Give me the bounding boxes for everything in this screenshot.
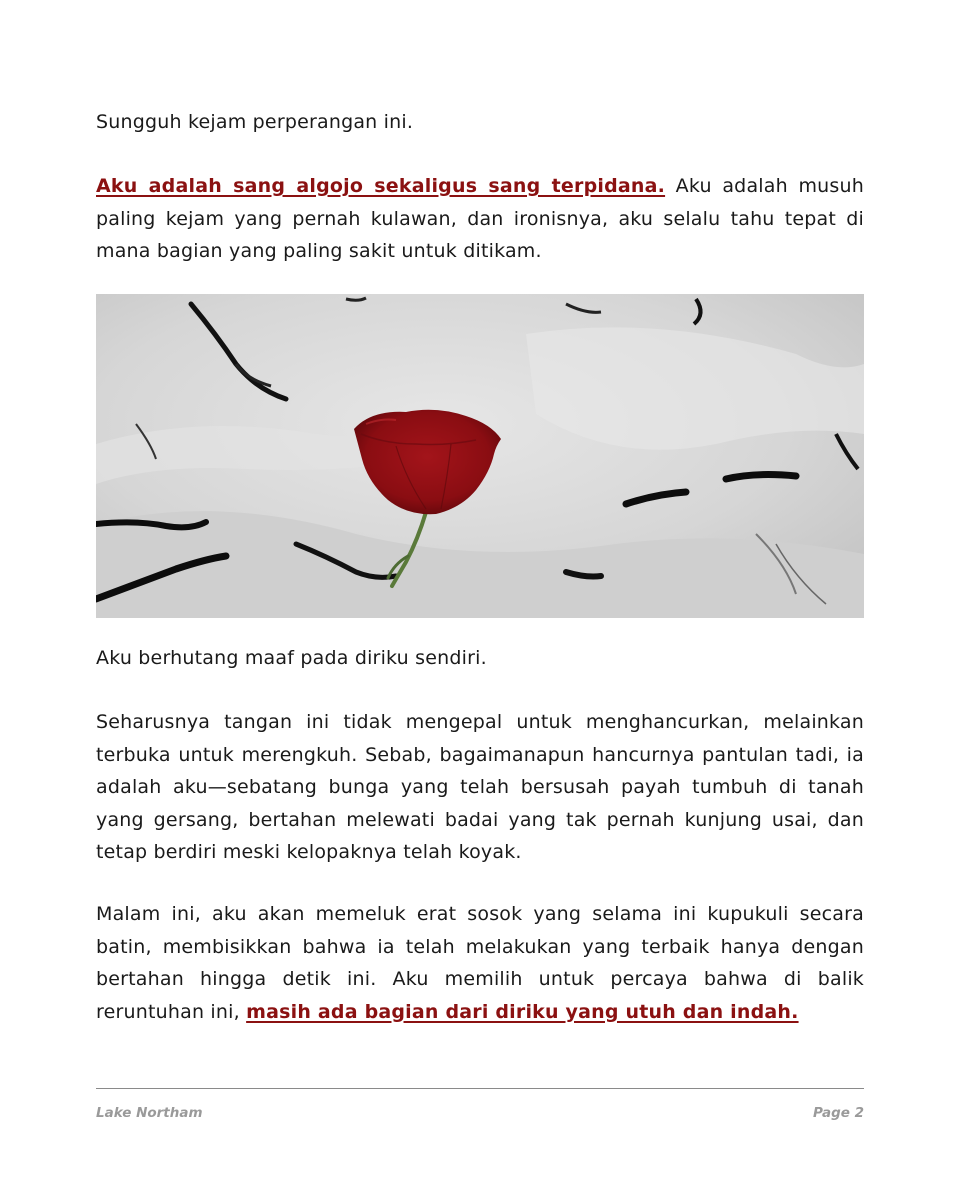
footer-author: Lake Northam: [96, 1105, 203, 1121]
paragraph-2: [96, 170, 864, 268]
paragraph-2-text: Aku adalah musuh paling kejam yang pernah kulawan, dan ironisnya, aku selalu tahu tepat di mana bagian yang paling sakit untuk ditikam.: [96, 175, 864, 262]
footer-divider: [96, 1088, 864, 1089]
document-page: [96, 0, 864, 1200]
paragraph-4-text: Seharusnya tangan ini tidak mengepal untuk menghancurkan, melainkan terbuka untuk merengkuh. Sebab, bagaimanapun hancurnya pantulan tadi, ia adalah aku—sebatang bunga yang telah bersusah payah tumbuh di tanah yang gersang, bertahan melewati badai yang tak pernah kunjung usai, dan tetap berdiri meski kelopaknya telah koyak.: [96, 711, 864, 863]
paragraph-3: [96, 642, 864, 675]
footer-page-number: Page 2: [812, 1105, 864, 1121]
paragraph-5-text: Malam ini, aku akan memeluk erat sosok yang selama ini kupukuli secara batin, membisikkan bahwa ia telah melakukan yang terbaik hanya dengan bertahan hingga detik ini. Aku memilih untuk percaya bahwa di balik reruntuhan ini,: [96, 903, 864, 1023]
paragraph-4: [96, 706, 864, 869]
paragraph-5: [96, 898, 864, 1028]
poppy-photo: [96, 294, 864, 618]
highlight-link-2[interactable]: masih ada bagian dari diriku yang utuh dan indah.: [246, 1000, 799, 1023]
highlight-link-1[interactable]: Aku adalah sang algojo sekaligus sang terpidana.: [96, 175, 666, 197]
paragraph-1-text: Sungguh kejam perperangan ini.: [96, 111, 414, 133]
red-poppy-on-cracked-ground-icon: [96, 294, 864, 618]
paragraph-3-text: Aku berhutang maaf pada diriku sendiri.: [96, 647, 487, 669]
paragraph-1: [96, 106, 864, 139]
